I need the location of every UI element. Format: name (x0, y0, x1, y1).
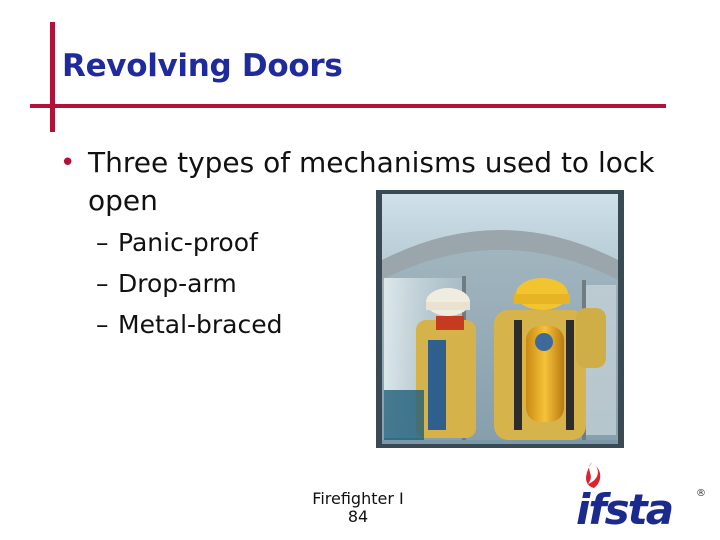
sub-item-panic-proof (96, 228, 258, 257)
footer-page-number: 84 (347, 507, 369, 526)
slide-horizontal-rule (30, 104, 666, 108)
sub-item-label: Panic-proof (118, 228, 258, 257)
ifsta-logo (572, 456, 708, 530)
bullet-dot-icon: • (60, 148, 76, 178)
dash-icon: – (96, 310, 109, 339)
svg-text:®: ® (696, 488, 706, 499)
footer-course-title: Firefighter I (312, 489, 404, 508)
slide-title: Revolving Doors (62, 48, 343, 84)
firefighters-revolving-door-photo (376, 190, 624, 448)
bullet-text: Three types of mechanisms used to lock open (88, 146, 655, 217)
footer (300, 490, 416, 526)
sub-item-metal-braced (96, 310, 283, 339)
sub-item-label: Metal-braced (118, 310, 283, 339)
slide-vertical-rule (50, 22, 55, 132)
svg-text:ifsta: ifsta (576, 485, 673, 530)
dash-icon: – (96, 269, 109, 298)
dash-icon: – (96, 228, 109, 257)
sub-item-label: Drop-arm (118, 269, 237, 298)
sub-item-drop-arm (96, 269, 237, 298)
